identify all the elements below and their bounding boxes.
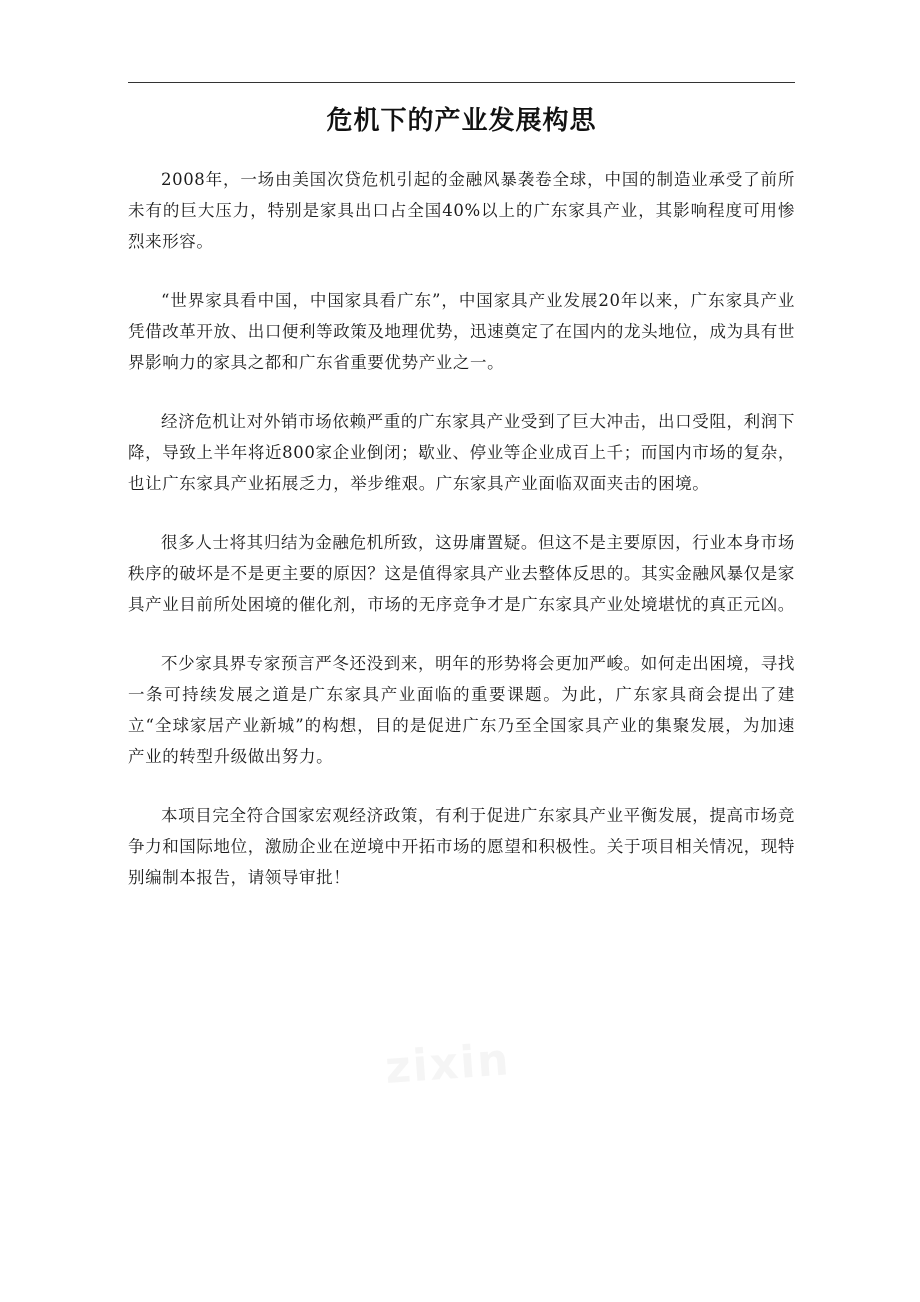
paragraph-4: 很多人士将其归结为金融危机所致，这毋庸置疑。但这不是主要原因，行业本身市场秩序的破坏是不是更主要的原因？这是值得家具产业去整体反思的。其实金融风暴仅是家具产业目前所处困境的催化剂，市场的无序竞争才是广东家具产业处境堪忧的真正元凶。	[128, 533, 795, 614]
paragraph-2: “世界家具看中国，中国家具看广东”，中国家具产业发展20年以来，广东家具产业凭借改革开放、出口便利等政策及地理优势，迅速奠定了在国内的龙头地位，成为具有世界影响力的家具之都和广东省重要优势产业之一。	[128, 291, 795, 372]
document-body	[128, 164, 795, 921]
paragraph-1: 2008年，一场由美国次贷危机引起的金融风暴袭卷全球，中国的制造业承受了前所未有的巨大压力，特别是家具出口占全国40%以上的广东家具产业，其影响程度可用惨烈来形容。	[128, 170, 795, 251]
header-rule	[128, 82, 795, 83]
paragraph-3: 经济危机让对外销市场依赖严重的广东家具产业受到了巨大冲击，出口受阻，利润下降，导致上半年将近800家企业倒闭；歇业、停业等企业成百上千；而国内市场的复杂，也让广东家具产业拓展乏力，举步维艰。广东家具产业面临双面夹击的困境。	[128, 412, 795, 493]
watermark: zixin	[383, 1034, 513, 1094]
paragraph-5: 不少家具界专家预言严冬还没到来，明年的形势将会更加严峻。如何走出困境，寻找一条可持续发展之道是广东家具产业面临的重要课题。为此，广东家具商会提出了建立“全球家居产业新城”的构想，目的是促进广东乃至全国家具产业的集聚发展，为加速产业的转型升级做出努力。	[128, 654, 795, 766]
document-title: 危机下的产业发展构思	[326, 106, 597, 137]
paragraph-6: 本项目完全符合国家宏观经济政策，有利于促进广东家具产业平衡发展，提高市场竞争力和国际地位，激励企业在逆境中开拓市场的愿望和积极性。关于项目相关情况，现特别编制本报告，请领导审批！	[128, 806, 795, 887]
